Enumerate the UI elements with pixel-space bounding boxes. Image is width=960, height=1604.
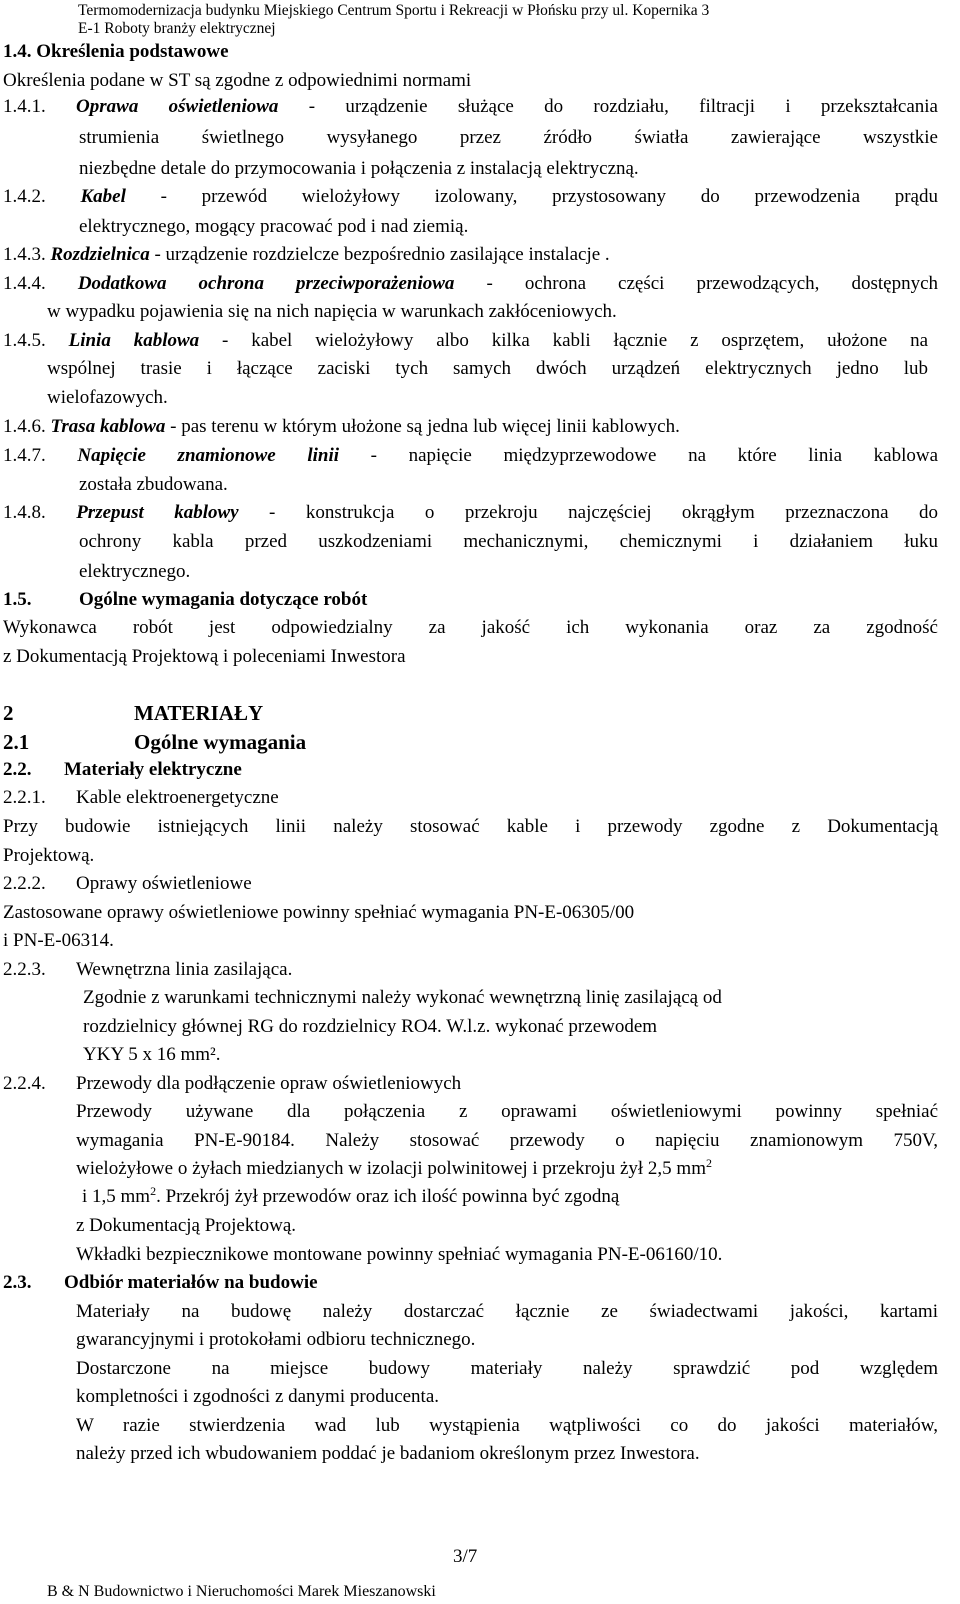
header-project-title: Termomodernizacja budynku Miejskiego Centrum Sportu i Rekreacji w Płońsku przy ul. Kopernika 3 [78, 2, 710, 19]
definition-line: została zbudowana. [79, 474, 228, 495]
definition-line: niezbędne detale do przymocowania i połączenia z instalacją elektryczną. [79, 158, 639, 179]
definition-line: ochrony kabla przed uszkodzeniami mechanicznymi, chemicznymi i działaniem łuku [79, 531, 938, 552]
definition-line: strumienia świetlnego wysyłanego przez źródło światła zawierające wszystkie [79, 127, 938, 148]
definition-line: wspólnej trasie i łączące zaciski tych samych dwóch urządzeń elektrycznych jedno lub [47, 358, 928, 379]
definition-term: Trasa kablowa [50, 416, 166, 437]
paragraph: należy przed ich wbudowaniem poddać je badaniom określonym przez Inwestora. [76, 1443, 700, 1464]
footer-company: B & N Budownictwo i Nieruchomości Marek Mieszanowski [47, 1583, 436, 1600]
paragraph: Projektową. [3, 845, 95, 866]
definition-term: Kabel [80, 186, 126, 207]
definition-line: elektrycznego. [79, 561, 191, 582]
section-heading-1-5: Ogólne wymagania dotyczące robót [79, 589, 368, 610]
paragraph: wielożyłowe o żyłach miedzianych w izolacji polwinitowej i przekroju żył 2,5 $mm^2$ [76, 1156, 712, 1179]
section-number-2-2-3: 2.2.3. [3, 959, 46, 980]
section-number-2-2-4: 2.2.4. [3, 1073, 46, 1094]
paragraph: Zastosowane oprawy oświetleniowe powinny spełniać wymagania PN-E-06305/00 [3, 902, 635, 923]
paragraph: wymagania PN-E-90184. Należy stosować przewody o napięciu znamionowym 750V, [76, 1130, 938, 1151]
header-section-title: E-1 Roboty branży elektrycznej [78, 20, 276, 37]
page-number: 3/7 [453, 1546, 478, 1567]
definition-1-4-3: 1.4.3. Rozdzielnica - urządzenie rozdzielcze bezpośrednio zasilające instalacje . [3, 244, 610, 265]
chapter-title: MATERIAŁY [134, 701, 264, 725]
section-heading-2-1: Ogólne wymagania [134, 730, 307, 754]
paragraph: z Dokumentacją Projektową i poleceniami Inwestora [3, 646, 406, 667]
definition-term: Oprawa oświetleniowa [76, 96, 279, 117]
paragraph: Przy budowie istniejących linii należy stosować kable i przewody zgodne z Dokumentacją [3, 816, 938, 837]
section-heading-2-2-2: Oprawy oświetleniowe [76, 873, 252, 894]
paragraph: z Dokumentacją Projektową. [76, 1215, 297, 1236]
section-number-2-2-1: 2.2.1. [3, 787, 46, 808]
paragraph: i 1,5 $mm^2$. Przekrój żył przewodów oraz ich ilość powinna być zgodną [82, 1184, 620, 1207]
section-heading-2-2: Materiały elektryczne [64, 759, 242, 780]
paragraph: kompletności i zgodności z danymi producenta. [76, 1386, 440, 1407]
definition-1-4-5: 1.4.5. Linia kablowa - kabel wielożyłowy albo kilka kabli łącznie z osprzętem, ułożone na [3, 330, 928, 351]
paragraph: Materiały na budowę należy dostarczać łącznie ze świadectwami jakości, kartami [76, 1301, 938, 1322]
paragraph: Dostarczone na miejsce budowy materiały należy sprawdzić pod względem [76, 1358, 938, 1379]
paragraph: Zgodnie z warunkami technicznymi należy wykonać wewnętrzną linię zasilającą od [83, 987, 722, 1008]
definition-1-4-8: 1.4.8. Przepust kablowy - konstrukcja o przekroju najczęściej okrągłym przeznaczona do [3, 502, 938, 523]
definition-term: Linia kablowa [68, 330, 200, 351]
section-number-2-1: 2.1 [3, 730, 30, 754]
section-number-2-2: 2.2. [3, 759, 32, 780]
chapter-number: 2 [3, 701, 14, 725]
paragraph: gwarancyjnymi i protokołami odbioru technicznego. [76, 1329, 476, 1350]
paragraph: W razie stwierdzenia wad lub wystąpienia wątpliwości co do jakości materiałów, [76, 1415, 938, 1436]
section-heading-1-4: 1.4. Określenia podstawowe [3, 41, 229, 62]
section-intro: Określenia podane w ST są zgodne z odpowiednimi normami [3, 70, 472, 91]
definition-term: Rozdzielnica [50, 244, 150, 265]
definition-line: w wypadku pojawienia się na nich napięcia w warunkach zakłóceniowych. [47, 301, 617, 322]
definition-term: Napięcie znamionowe linii [77, 445, 340, 466]
paragraph: Przewody używane dla połączenia z oprawami oświetleniowymi powinny spełniać [76, 1101, 938, 1122]
definition-1-4-6: 1.4.6. Trasa kablowa - pas terenu w którym ułożone są jedna lub więcej linii kablowych. [3, 416, 680, 437]
section-number-2-2-2: 2.2.2. [3, 873, 46, 894]
section-heading-2-2-3: Wewnętrzna linia zasilająca. [76, 959, 293, 980]
definition-term: Przepust kablowy [76, 502, 239, 523]
section-heading-2-2-4: Przewody dla podłączenie opraw oświetleniowych [76, 1073, 462, 1094]
definition-1-4-2: 1.4.2. Kabel - przewód wielożyłowy izolowany, przystosowany do przewodzenia prądu [3, 186, 938, 207]
paragraph: Wykonawca robót jest odpowiedzialny za jakość ich wykonania oraz za zgodność [3, 617, 938, 638]
section-number-1-5: 1.5. [3, 589, 32, 610]
paragraph: i PN-E-06314. [3, 930, 114, 951]
paragraph: Wkładki bezpiecznikowe montowane powinny spełniać wymagania PN-E-06160/10. [76, 1244, 723, 1265]
section-heading-2-3: Odbiór materiałów na budowie [64, 1272, 318, 1293]
superscript: 2 [705, 1156, 712, 1170]
definition-term: Dodatkowa ochrona przeciwporażeniowa [77, 273, 455, 294]
definition-1-4-1: 1.4.1. Oprawa oświetleniowa - urządzenie służące do rozdziału, filtracji i przekształcania [3, 96, 938, 117]
superscript: 2 [150, 1184, 157, 1198]
definition-line: elektrycznego, mogący pracować pod i nad ziemią. [79, 216, 469, 237]
definition-1-4-7: 1.4.7. Napięcie znamionowe linii - napięcie międzyprzewodowe na które linia kablowa [3, 445, 939, 466]
section-number-2-3: 2.3. [3, 1272, 32, 1293]
definition-line: wielofazowych. [47, 387, 168, 408]
section-heading-2-2-1: Kable elektroenergetyczne [76, 787, 279, 808]
paragraph: rozdzielnicy głównej RG do rozdzielnicy RO4. W.l.z. wykonać przewodem [83, 1016, 658, 1037]
definition-1-4-4: 1.4.4. Dodatkowa ochrona przeciwporażeniowa - ochrona części przewodzących, dostępnych [3, 273, 938, 294]
paragraph: YKY 5 x 16 mm². [83, 1044, 221, 1065]
